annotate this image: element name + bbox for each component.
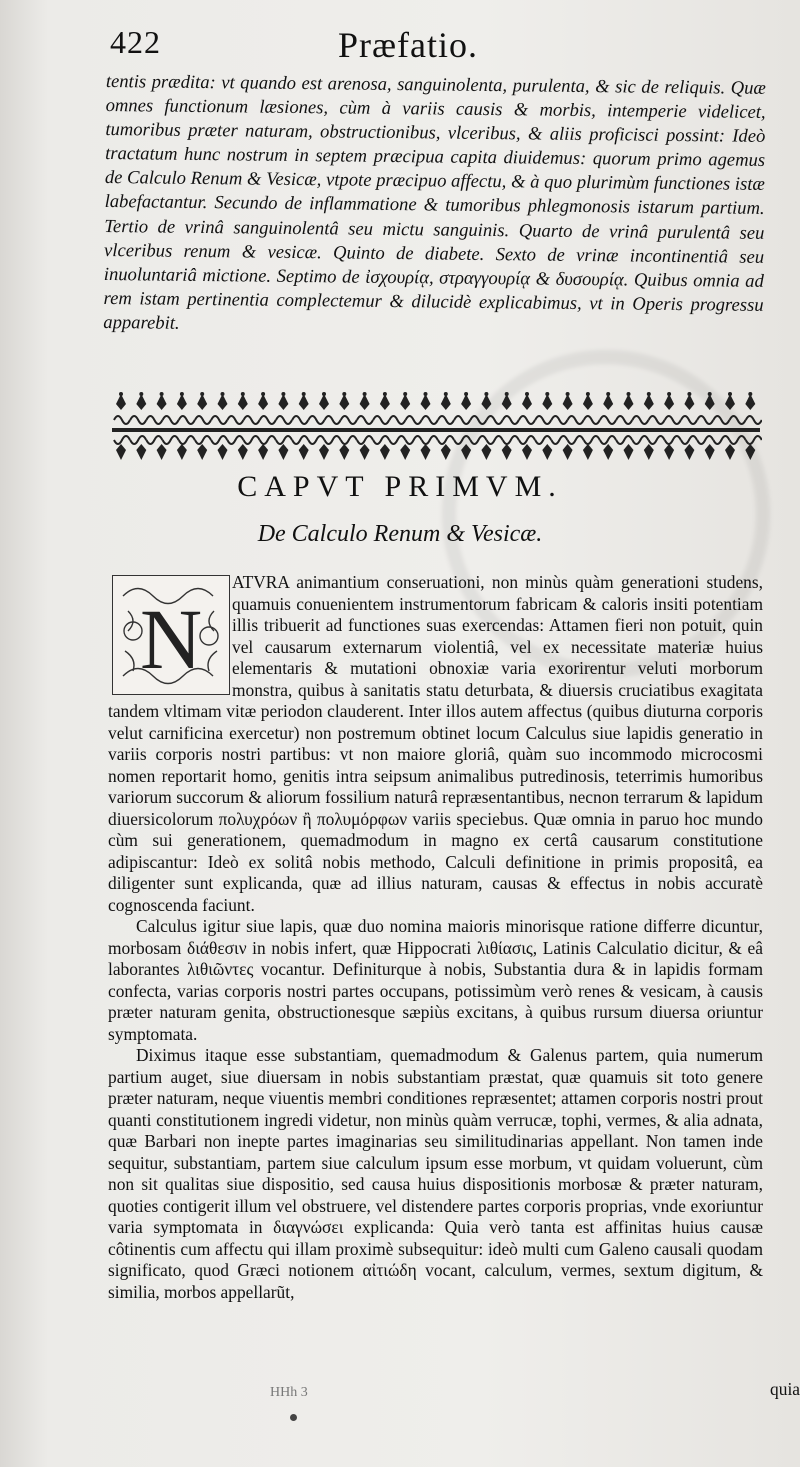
preface-continuation — [103, 70, 766, 342]
page-header — [110, 18, 770, 66]
chapter-subtitle: De Calculo Renum & Vesicæ. — [257, 521, 543, 547]
chapter-heading: CAPVT PRIMVM. — [237, 470, 563, 503]
paragraph-1: ATVRA animantium conseruationi, non minùs quàm generationi studens, quamuis conuenientem instrumentorum fabricam & caloris insiti potentiam illis tribuerit ad functiones suas exercendas: Attamen fieri non potuit, quin vel causarum externarum violentiâ, vel ex necessitate materiæ huius elementaris & mutationi obnoxiæ varia exorirentur veluti morborum monstra, quibus à sanitatis statu deturbata, & diuersis cruciatibus exagitata tandem vltimam vitæ periodon clauderent. Inter illos autem affectus (quibus diuturna corporis velut carnificina exercetur) non postremum obtinet locum Calculus siue lapidis generatio in variis corporis nostri partibus: vt non maiore gloriâ, quàm suo incommodo microcosmi nomen reportarit homo, genitis intra seipsum animalibus putredinosis, teterrimis humoribus variorum succorum & aliorum fossilium naturâ repræsentantibus, necnon terrarum & lapidum diuersicolorum πολυχρόων ἢ πολυμόρφων variis speciebus. Quæ omnia in paruo hoc mundo cùm sui generationem, quemadmodum in magno ex certâ causarum constitutione adipiscantur: Ideò ex solitâ nobis methodo, Calculi definitione in primis propositâ, ea diligenter sunt explicanda, quæ ad illius naturam, causas & effectus in nobis accuratè cognoscenda faciunt. — [108, 572, 763, 915]
decorated-initial-icon — [113, 576, 229, 694]
running-head: Præfatio. — [338, 25, 478, 65]
fleuron-icon — [110, 386, 762, 466]
printers-ornament-band — [110, 386, 762, 466]
page-number: 422 — [110, 24, 161, 60]
paragraph-2: Calculus igitur siue lapis, quæ duo nomina maioris minorisque ratione differre dicuntur, morbosam διάθεσιν in nobis infert, quæ Hippocrati λιθίασις, Latinis Calculatio dicitur, & eâ laborantes λιθιῶντες vocantur. Definiturque à nobis, Substantia dura & in lapidis formam confecta, varias corporis nostri partes occupans, potissimùm verò renes & vesicam, à causis præter naturam genita, obstructionesque sæpiùs excitans, à quibus rursum diuersa oriuntur symptomata. — [108, 916, 763, 1044]
paragraph-3: Diximus itaque esse substantiam, quemadmodum & Galenus partem, quia numerum partium auget, siue diuersam in nobis substantiam præstat, quæ quamuis sit toto genere præter naturam, neque viuentis membri conditiones repræsentet; attamen corporis nostri prout quanti constitutionem ingredi videtur, non minùs quàm verrucæ, tophi, vermes, & alia adnata, quæ Barbari non inepte partes imaginarias seu similitudinarias appellant. Non tamen inde sequitur, substantiam, partem siue calculum ipsum esse morbum, vt quidam voluerunt, cùm non sit qualitas siue dispositio, sed causa huius dispositionis morbosæ & præter naturam, quoties contigerit illum vel obstruere, vel distendere partes corporis proprias, vnde exoriuntur varia symptomata in διαγνώσει explicanda: Quia verò tanta est affinitas huius causæ côtinentis cum affectu qui illam proximè subsequitur: ideò multi cum Galeno causali quodam significato, quod Græci notionem αἰτιώδη vocant, calculum, vermes, sextum digitum, & similia, morbos appellarũt, — [108, 1045, 763, 1302]
decorated-initial — [112, 575, 230, 695]
initial-letter: N — [139, 591, 203, 687]
ink-spot — [290, 1414, 297, 1421]
preface-text: tentis prædita: vt quando est arenosa, sanguinolenta, purulenta, & sic de reliquis. Quæ omnes functionum læsiones, cùm à variis causis & morbis, intemperie videlicet, tumoribus præter naturam, obstructionibus, vlceribus, & aliis proficisci possint: Ideò tractatum hunc nostrum in septem præcipua capita diuidemus: quorum primo agemus de Calculo Renum & Vesicæ, vtpote præcipuo affectu, & à quo plurimùm functiones istæ labefactantur. Secundo de inflammatione & tumoribus phlegmonosis istarum partium. Tertio de vrinâ sanguinolentâ seu mictu sanguinis. Quarto de vrinâ purulentâ seu vlceribus renum & vesicæ. Quinto de diabete. Sexto de vrinæ incontinentiâ seu inuoluntariâ mictione. Septimo de ἰσχουρίᾳ, στραγγουρίᾳ & δυσουρίᾳ. Quibus omnia ad rem istam pertinentia complectemur & dilucidè explicabimus, vt in Operis progressu apparebit. — [103, 70, 766, 334]
signature-mark: HHh 3 — [270, 1385, 308, 1400]
page-footer — [110, 1379, 800, 1425]
catchword: quia — [770, 1379, 800, 1399]
